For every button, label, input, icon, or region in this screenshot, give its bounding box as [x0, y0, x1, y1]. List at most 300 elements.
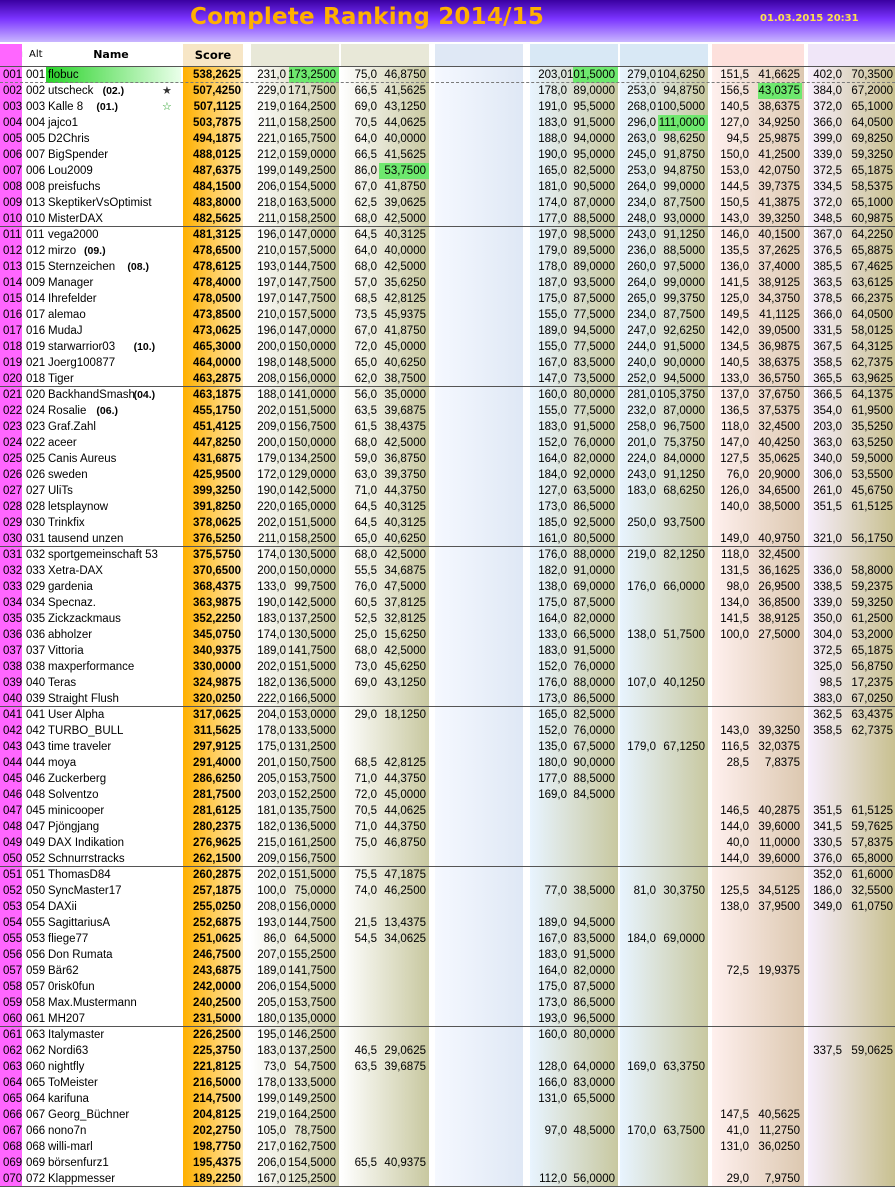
group-7-weighted: 58,5375: [851, 181, 893, 193]
group-4-points: 161,0: [538, 533, 567, 545]
group-2-points: 74,0: [354, 885, 377, 897]
group-4-points: 133,0: [538, 629, 567, 641]
group-7-points: 399,0: [813, 133, 842, 145]
player-name: Joerg100877: [48, 357, 116, 369]
previous-rank-note: (09.): [84, 245, 106, 257]
rank-old: 034: [26, 597, 46, 609]
group-4-weighted: 63,5000: [573, 485, 615, 497]
total-score: 311,5625: [193, 725, 241, 737]
group-2-weighted: 29,0625: [384, 1045, 426, 1057]
group-1-weighted: 173,2500: [288, 69, 336, 81]
group-1-points: 210,0: [257, 245, 286, 257]
rank-old: 028: [26, 501, 46, 513]
group-2-points: 71,0: [354, 821, 377, 833]
player-name: nightfly: [48, 1061, 85, 1073]
group-4-weighted: 77,5000: [573, 309, 615, 321]
star-outline-icon: ☆: [162, 100, 172, 113]
row-divider: [0, 66, 895, 67]
group-1-weighted: 130,5000: [288, 629, 336, 641]
group-1-weighted: 164,2500: [288, 1109, 336, 1121]
group-4-points: 193,0: [538, 1013, 567, 1025]
group-4-points: 184,0: [538, 469, 567, 481]
rank-new: 005: [3, 133, 23, 145]
group-5-points: 279,0: [627, 69, 656, 81]
group-5-points: 244,0: [627, 341, 656, 353]
rank-old: 030: [26, 517, 46, 529]
rank-new: 021: [3, 389, 23, 401]
group-7-weighted: 67,2000: [851, 85, 893, 97]
group-6-points: 136,5: [720, 405, 749, 417]
rank-old: 054: [26, 901, 46, 913]
group-7-points: 338,5: [813, 581, 842, 593]
player-name: moya: [48, 757, 77, 769]
group-7-points: 337,5: [813, 1045, 842, 1057]
group-5-points: 240,0: [627, 357, 656, 369]
group-5-weighted: 94,8750: [663, 85, 705, 97]
rank-new: 067: [3, 1125, 23, 1137]
rank-new: 015: [3, 293, 23, 305]
group-2-points: 68,0: [354, 261, 377, 273]
header-alt[interactable]: Alt: [29, 49, 43, 60]
group-4-points: 165,0: [538, 165, 567, 177]
group-1-weighted: 164,2500: [288, 101, 336, 113]
group-5-points: 250,0: [627, 517, 656, 529]
group-4-points: 164,0: [538, 453, 567, 465]
group-5-weighted: 51,7500: [663, 629, 705, 641]
group-5-points: 81,0: [633, 885, 656, 897]
group-7-points: 336,0: [813, 565, 842, 577]
group-7-weighted: 64,3125: [851, 341, 893, 353]
previous-rank-note: (08.): [127, 261, 149, 273]
group-header-band-2: [341, 44, 429, 66]
group-4-weighted: 77,5000: [573, 341, 615, 353]
group-4-weighted: 77,5000: [573, 405, 615, 417]
group-1-weighted: 153,7500: [288, 773, 336, 785]
rank-new: 044: [3, 757, 23, 769]
group-1-weighted: 137,2500: [288, 1045, 336, 1057]
group-2-points: 71,0: [354, 773, 377, 785]
group-5-weighted: 96,7500: [663, 421, 705, 433]
rank-old: 018: [26, 373, 46, 385]
group-1-points: 209,0: [257, 853, 286, 865]
group-1-weighted: 151,5000: [288, 869, 336, 881]
group-1-weighted: 149,2500: [288, 1093, 336, 1105]
player-name: time traveler: [48, 741, 112, 753]
rank-new: 064: [3, 1077, 23, 1089]
group-4-points: 177,0: [538, 213, 567, 225]
rank-old: 025: [26, 453, 46, 465]
rank-old: 055: [26, 917, 46, 929]
rank-new: 040: [3, 693, 23, 705]
player-name: Kalle 8: [48, 101, 84, 113]
group-6-points: 134,0: [720, 597, 749, 609]
group-4-weighted: 48,5000: [573, 1125, 615, 1137]
group-6-points: 133,0: [720, 373, 749, 385]
group-1-points: 182,0: [257, 677, 286, 689]
group-6-points: 143,0: [720, 725, 749, 737]
group-7-points: 203,0: [813, 421, 842, 433]
group-2-points: 66,5: [354, 149, 377, 161]
group-4-points: 112,0: [539, 1173, 567, 1185]
group-4-points: 183,0: [538, 645, 567, 657]
rank-new: 034: [3, 597, 23, 609]
group-6-weighted: 36,1625: [758, 565, 800, 577]
group-6-weighted: 37,5375: [758, 405, 800, 417]
group-5-points: 253,0: [627, 85, 656, 97]
group-7-points: 261,0: [813, 485, 842, 497]
total-score: 251,0625: [193, 933, 241, 945]
group-6-weighted: 34,3750: [758, 293, 800, 305]
group-4-weighted: 76,0000: [573, 661, 615, 673]
total-score: 216,5000: [193, 1077, 241, 1089]
group-4-weighted: 86,5000: [573, 501, 615, 513]
rank-new: 048: [3, 821, 23, 833]
rank-old: 013: [26, 197, 46, 209]
group-7-weighted: 45,6750: [851, 485, 893, 497]
rank-old: 027: [26, 485, 46, 497]
group-5-points: 243,0: [627, 229, 656, 241]
group-6-weighted: 37,2625: [758, 245, 800, 257]
group-4-weighted: 88,5000: [573, 213, 615, 225]
total-score: 363,9875: [193, 597, 241, 609]
group-5-weighted: 75,3750: [663, 437, 705, 449]
group-5-weighted: 67,1250: [663, 741, 705, 753]
group-7-weighted: 61,5125: [851, 501, 893, 513]
group-1-weighted: 131,2500: [288, 741, 336, 753]
group-4-weighted: 84,5000: [573, 789, 615, 801]
group-6-weighted: 34,9250: [758, 117, 800, 129]
group-1-points: 231,0: [257, 69, 286, 81]
group-6-weighted: 41,3875: [758, 197, 800, 209]
group-2-weighted: 40,6250: [384, 533, 426, 545]
group-6-weighted: 11,2750: [759, 1125, 800, 1137]
group-4-points: 178,0: [538, 85, 567, 97]
rank-new: 047: [3, 805, 23, 817]
group-5-weighted: 63,3750: [663, 1061, 705, 1073]
player-name: Nordi63: [48, 1045, 89, 1057]
group-4-points: 176,0: [538, 677, 567, 689]
rank-old: 041: [26, 709, 46, 721]
group-4-points: 164,0: [538, 965, 567, 977]
rank-old: 017: [26, 309, 46, 321]
player-name: Bär62: [48, 965, 79, 977]
group-6-points: 137,0: [720, 389, 749, 401]
group-4-weighted: 91,5000: [573, 645, 615, 657]
group-7-weighted: 65,1000: [851, 101, 893, 113]
player-name: Manager: [48, 277, 94, 289]
rank-new: 069: [3, 1157, 23, 1169]
group-4-points: 164,0: [538, 613, 567, 625]
group-6-points: 118,0: [721, 549, 749, 561]
group-7-points: 354,0: [813, 405, 842, 417]
group-6-weighted: 41,6625: [758, 69, 800, 81]
player-name: preisfuchs: [48, 181, 101, 193]
group-1-weighted: 150,0000: [288, 341, 336, 353]
group-2-points: 29,0: [354, 709, 377, 721]
group-2-weighted: 34,6875: [384, 565, 426, 577]
group-6-weighted: 39,3250: [758, 213, 800, 225]
group-7-points: 362,5: [813, 709, 842, 721]
header-score[interactable]: Score: [183, 44, 243, 66]
rank-new: 038: [3, 661, 23, 673]
group-7-weighted: 63,6125: [851, 277, 893, 289]
group-6-weighted: 39,0500: [758, 325, 800, 337]
group-2-points: 62,5: [354, 197, 377, 209]
total-score: 473,8500: [193, 309, 241, 321]
total-score: 231,5000: [193, 1013, 241, 1025]
group-1-weighted: 157,5000: [288, 309, 336, 321]
group-4-weighted: 89,0000: [573, 85, 615, 97]
group-5-weighted: 63,7500: [663, 1125, 705, 1137]
rank-new: 039: [3, 677, 23, 689]
group-2-points: 63,5: [354, 1061, 377, 1073]
group-4-weighted: 64,0000: [573, 1061, 615, 1073]
group-1-points: 200,0: [257, 437, 286, 449]
total-score: 240,2500: [193, 997, 241, 1009]
row-divider: [0, 1186, 895, 1187]
rank-old: 061: [26, 1013, 46, 1025]
group-6-points: 72,5: [726, 965, 749, 977]
rank-old: 020: [26, 389, 46, 401]
rank-old: 048: [26, 789, 46, 801]
rank-old: 049: [26, 837, 46, 849]
group-7-weighted: 70,3500: [851, 69, 893, 81]
group-5-points: 296,0: [627, 117, 656, 129]
group-6-points: 156,5: [720, 85, 749, 97]
group-2-weighted: 42,5000: [384, 645, 426, 657]
group-6-weighted: 39,7375: [758, 181, 800, 193]
group-7-weighted: 61,0750: [851, 901, 893, 913]
group-2-points: 71,0: [354, 485, 377, 497]
group-5-points: 176,0: [627, 581, 656, 593]
group-1-points: 205,0: [257, 773, 286, 785]
player-name: Trinkfix: [48, 517, 85, 529]
group-6-weighted: 40,2875: [758, 805, 800, 817]
rank-old: 066: [26, 1125, 46, 1137]
group-6-points: 100,0: [720, 629, 749, 641]
group-7-points: 372,0: [813, 197, 842, 209]
group-1-points: 206,0: [257, 981, 286, 993]
group-5-weighted: 69,0000: [663, 933, 705, 945]
group-7-weighted: 61,6000: [851, 869, 893, 881]
header-name[interactable]: Name: [93, 48, 129, 61]
group-1-weighted: 134,2500: [288, 453, 336, 465]
group-4-weighted: 73,5000: [573, 373, 615, 385]
group-5-weighted: 98,6250: [663, 133, 705, 145]
group-2-weighted: 44,0625: [384, 805, 426, 817]
group-1-points: 100,0: [257, 885, 286, 897]
group-6-weighted: 39,3250: [758, 725, 800, 737]
group-4-points: 203,0: [538, 69, 567, 81]
rank-old: 047: [26, 821, 46, 833]
group-1-weighted: 141,0000: [288, 389, 336, 401]
group-7-points: 376,0: [813, 853, 842, 865]
player-name: Sternzeichen: [48, 261, 116, 273]
player-name: MisterDAX: [48, 213, 103, 225]
group-1-points: 215,0: [257, 837, 286, 849]
player-name: fliege77: [48, 933, 89, 945]
player-name: User Alpha: [48, 709, 105, 721]
group-7-points: 366,5: [813, 389, 842, 401]
rank-new: 017: [3, 325, 23, 337]
group-6-points: 98,0: [726, 581, 749, 593]
player-name: letsplaynow: [48, 501, 109, 513]
group-4-weighted: 89,5000: [573, 245, 615, 257]
rank-old: 057: [26, 981, 46, 993]
group-1-points: 222,0: [257, 693, 286, 705]
rank-old: 032: [26, 549, 46, 561]
leader-divider: [0, 82, 895, 83]
group-1-points: 209,0: [257, 421, 286, 433]
rank-new: 062: [3, 1045, 23, 1057]
group-1-weighted: 147,0000: [288, 325, 336, 337]
player-name: Straight Flush: [48, 693, 119, 705]
rank-new: 023: [3, 421, 23, 433]
group-1-weighted: 151,5000: [288, 405, 336, 417]
group-6-points: 126,0: [720, 485, 749, 497]
group-6-points: 144,0: [720, 853, 749, 865]
group-7-weighted: 65,1875: [851, 165, 893, 177]
player-name: Don Rumata: [48, 949, 113, 961]
group-6-weighted: 7,9750: [764, 1173, 800, 1185]
player-name: willi-marl: [48, 1141, 93, 1153]
group-4-weighted: 98,5000: [573, 229, 615, 241]
group-4-points: 177,0: [538, 773, 567, 785]
group-4-points: 131,0: [538, 1093, 567, 1105]
group-1-weighted: 64,5000: [294, 933, 336, 945]
total-score: 455,1750: [193, 405, 241, 417]
group-4-weighted: 76,0000: [573, 725, 615, 737]
group-2-points: 68,0: [354, 213, 377, 225]
group-7-points: 340,0: [813, 453, 842, 465]
group-1-points: 167,0: [257, 1173, 286, 1185]
group-4-weighted: 91,5000: [573, 117, 615, 129]
total-score: 368,4375: [193, 581, 241, 593]
group-7-weighted: 67,0250: [851, 693, 893, 705]
group-6-points: 127,0: [720, 117, 749, 129]
group-2-weighted: 40,0000: [384, 133, 426, 145]
total-score: 478,4000: [193, 277, 241, 289]
group-1-points: 180,0: [257, 1013, 286, 1025]
group-1-weighted: 141,7500: [288, 965, 336, 977]
rank-new: 049: [3, 837, 23, 849]
group-2-weighted: 53,7500: [384, 165, 426, 177]
group-7-weighted: 65,8000: [851, 853, 893, 865]
group-6-points: 28,5: [726, 757, 749, 769]
group-5-weighted: 82,1250: [663, 549, 705, 561]
group-1-points: 206,0: [257, 1157, 286, 1169]
group-7-weighted: 65,1000: [851, 197, 893, 209]
group-4-weighted: 95,0000: [573, 149, 615, 161]
group-2-weighted: 15,6250: [384, 629, 426, 641]
group-4-points: 175,0: [538, 597, 567, 609]
rank-old: 059: [26, 965, 46, 977]
group-4-points: 173,0: [538, 997, 567, 1009]
player-name: Klappmesser: [48, 1173, 116, 1185]
group-6-weighted: 40,9750: [758, 533, 800, 545]
group-header-band-5: [620, 44, 708, 66]
rank-old: 003: [26, 101, 46, 113]
group-7-points: 334,5: [813, 181, 842, 193]
group-7-points: 339,0: [813, 149, 842, 161]
group-4-weighted: 88,0000: [573, 549, 615, 561]
group-2-weighted: 39,0625: [384, 197, 426, 209]
group-1-points: 174,0: [257, 549, 286, 561]
group-1-weighted: 171,7500: [288, 85, 336, 97]
group-5-weighted: 97,5000: [663, 261, 705, 273]
row-divider: [0, 546, 895, 547]
total-score: 494,1875: [193, 133, 241, 145]
player-name: Specnaz.: [48, 597, 96, 609]
rank-old: 021: [26, 357, 46, 369]
rank-new: 020: [3, 373, 23, 385]
group-2-points: 56,0: [354, 389, 377, 401]
group-2-points: 86,0: [354, 165, 377, 177]
rank-new: 019: [3, 357, 23, 369]
group-1-weighted: 153,7500: [288, 997, 336, 1009]
group-1-points: 179,0: [257, 453, 286, 465]
group-4-weighted: 88,0000: [573, 677, 615, 689]
group-5-points: 263,0: [627, 133, 656, 145]
rank-new: 030: [3, 533, 23, 545]
group-4-weighted: 87,0000: [573, 197, 615, 209]
group-6-weighted: 34,6500: [758, 485, 800, 497]
rank-new: 012: [3, 245, 23, 257]
total-score: 478,6125: [193, 261, 241, 273]
rank-new: 050: [3, 853, 23, 865]
group-6-weighted: 32,4500: [758, 421, 800, 433]
group-1-points: 188,0: [257, 389, 286, 401]
group-1-weighted: 158,2500: [288, 533, 336, 545]
group-2-points: 66,5: [354, 85, 377, 97]
rank-old: 056: [26, 949, 46, 961]
group-6-points: 149,5: [720, 309, 749, 321]
group-5-points: 253,0: [627, 165, 656, 177]
group-1-points: 105,0: [257, 1125, 286, 1137]
total-score: 482,5625: [193, 213, 241, 225]
group-4-weighted: 96,5000: [573, 1013, 615, 1025]
group-1-weighted: 158,2500: [288, 117, 336, 129]
group-5-points: 268,0: [627, 101, 656, 113]
rank-old: 010: [26, 213, 46, 225]
rank-new: 001: [3, 69, 23, 81]
group-2-points: 68,5: [354, 293, 377, 305]
group-7-weighted: 61,2500: [851, 613, 893, 625]
group-2-points: 65,5: [354, 1157, 377, 1169]
rank-old: 036: [26, 629, 46, 641]
group-5-weighted: 87,7500: [663, 197, 705, 209]
group-7-weighted: 69,8250: [851, 133, 893, 145]
group-6-points: 29,0: [726, 1173, 749, 1185]
group-4-points: 127,0: [538, 485, 567, 497]
rank-old: 064: [26, 1093, 46, 1105]
group-2-weighted: 43,1250: [384, 101, 426, 113]
group-1-weighted: 154,5000: [288, 1157, 336, 1169]
rank-old: 026: [26, 469, 46, 481]
row-divider: [0, 706, 895, 707]
rank-old: 035: [26, 613, 46, 625]
rank-new: 002: [3, 85, 23, 97]
group-2-weighted: 40,3125: [384, 501, 426, 513]
total-score: 291,4000: [193, 757, 241, 769]
total-score: 202,2750: [193, 1125, 241, 1137]
group-6-points: 141,5: [720, 613, 749, 625]
group-1-points: 211,0: [258, 213, 286, 225]
player-name: Graf.Zahl: [48, 421, 96, 433]
player-name: MudaJ: [48, 325, 83, 337]
player-name: sweden: [48, 469, 88, 481]
group-1-points: 193,0: [257, 261, 286, 273]
